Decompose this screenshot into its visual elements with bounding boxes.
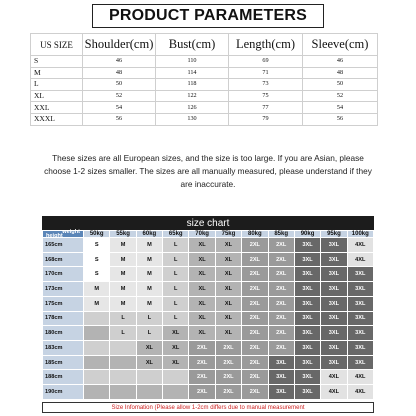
size-chart-row [43,341,374,356]
size-cell: L [163,282,189,297]
size-cell: 2XL [215,341,241,356]
params-size-cell: XXL [31,102,83,114]
size-cell: XL [136,355,162,370]
params-value-cell: 56 [83,113,156,125]
size-cell: 3XL [294,311,320,326]
params-value-cell: 52 [303,90,378,102]
size-cell: 2XL [189,341,215,356]
params-size-cell: XL [31,90,83,102]
size-cell: 2XL [242,252,268,267]
size-cell: XL [215,326,241,341]
size-cell: XL [189,296,215,311]
height-cell: 165cm [43,238,84,253]
size-cell: 3XL [347,267,373,282]
size-cell: 3XL [347,355,373,370]
params-value-cell: 46 [83,56,156,68]
size-chart-title: size chart [42,216,374,230]
size-chart-row [43,326,374,341]
size-cell: S [84,267,110,282]
size-cell: 2XL [242,238,268,253]
size-cell: 2XL [215,355,241,370]
params-value-cell: 56 [303,113,378,125]
params-header-cell: Length(cm) [229,34,303,56]
size-cell: 3XL [294,296,320,311]
size-cell: L [163,311,189,326]
size-cell: XL [189,282,215,297]
size-cell: 2XL [215,385,241,400]
size-cell [110,370,136,385]
size-cell [84,326,110,341]
size-cell: M [136,238,162,253]
params-value-cell: 114 [156,67,229,79]
size-cell [110,341,136,356]
size-cell: 3XL [347,282,373,297]
size-cell: S [84,252,110,267]
page-title: PRODUCT PARAMETERS [92,4,324,28]
params-value-cell: 126 [156,102,229,114]
corner-weight-label: weight [62,229,80,235]
size-cell: L [136,326,162,341]
size-cell [110,385,136,400]
size-cell: 4XL [321,385,347,400]
size-cell: 2XL [242,341,268,356]
params-row [31,67,378,79]
height-cell: 168cm [43,252,84,267]
size-cell: M [110,252,136,267]
size-cell: 3XL [294,282,320,297]
params-header-cell: Shoulder(cm) [83,34,156,56]
params-row [31,79,378,91]
size-cell: 2XL [242,282,268,297]
size-cell: 3XL [321,341,347,356]
size-chart-row [43,385,374,400]
params-row [31,90,378,102]
params-value-cell: 52 [83,90,156,102]
size-cell: 3XL [294,238,320,253]
size-cell: 2XL [242,267,268,282]
size-cell: XL [215,238,241,253]
size-cell: 3XL [347,311,373,326]
params-value-cell: 54 [83,102,156,114]
weight-header-cell: 50kg [84,231,110,238]
params-value-cell: 54 [303,102,378,114]
size-cell: 3XL [347,341,373,356]
params-size-cell: S [31,56,83,68]
size-cell: XL [163,355,189,370]
size-cell: M [110,238,136,253]
size-chart-row [43,238,374,253]
params-value-cell: 130 [156,113,229,125]
size-cell: 3XL [347,326,373,341]
size-cell: XL [215,282,241,297]
size-cell: 3XL [321,252,347,267]
params-value-cell: 118 [156,79,229,91]
size-cell: 3XL [321,311,347,326]
size-cell: 3XL [268,370,294,385]
size-cell: 3XL [294,385,320,400]
height-cell: 173cm [43,282,84,297]
height-cell: 188cm [43,370,84,385]
size-cell: L [163,267,189,282]
size-cell: XL [215,311,241,326]
size-cell: M [110,282,136,297]
size-cell: 2XL [242,355,268,370]
params-header-cell: US SIZE [31,34,83,56]
height-cell: 178cm [43,311,84,326]
params-header-cell: Bust(cm) [156,34,229,56]
params-value-cell: 122 [156,90,229,102]
size-cell: 3XL [321,326,347,341]
size-cell: XL [163,326,189,341]
size-cell: 4XL [347,252,373,267]
size-cell: M [84,282,110,297]
params-value-cell: 71 [229,67,303,79]
size-cell: M [136,282,162,297]
params-value-cell: 73 [229,79,303,91]
size-cell: XL [163,341,189,356]
params-value-cell: 50 [303,79,378,91]
size-cell: 2XL [189,385,215,400]
params-value-cell: 110 [156,56,229,68]
size-cell: 4XL [321,370,347,385]
size-cell: M [136,296,162,311]
weight-header-cell: 80kg [242,231,268,238]
size-cell: 2XL [215,370,241,385]
params-size-cell: XXXL [31,113,83,125]
size-chart-weight-row [43,231,374,238]
size-chart-row [43,282,374,297]
params-header-row [31,34,378,56]
height-cell: 180cm [43,326,84,341]
size-cell: S [84,238,110,253]
size-cell [84,355,110,370]
size-cell: 2XL [268,296,294,311]
weight-header-cell: 95kg [321,231,347,238]
product-parameters-table [30,33,378,126]
size-cell: 2XL [268,341,294,356]
size-cell: 2XL [189,370,215,385]
size-chart-row [43,267,374,282]
size-cell: 4XL [347,238,373,253]
size-cell: XL [136,341,162,356]
params-value-cell: 48 [83,67,156,79]
size-cell: L [163,238,189,253]
size-note: These sizes are all European sizes, and the size is too large. If you are Asian, please choose 1-2 sizes smaller. The sizes are all manually measured, please understand if they are inaccurate. [44,153,372,189]
size-cell: M [110,296,136,311]
size-cell: 4XL [347,385,373,400]
size-cell: L [136,311,162,326]
size-cell: 2XL [268,252,294,267]
params-value-cell: 75 [229,90,303,102]
params-value-cell: 79 [229,113,303,125]
size-cell: 3XL [321,355,347,370]
height-cell: 185cm [43,355,84,370]
params-size-cell: L [31,79,83,91]
size-cell: 4XL [347,370,373,385]
size-cell [84,370,110,385]
size-cell: M [136,252,162,267]
params-value-cell: 46 [303,56,378,68]
size-cell [136,385,162,400]
weight-header-cell: 90kg [294,231,320,238]
weight-header-cell: 100kg [347,231,373,238]
size-cell: 2XL [242,296,268,311]
size-cell: 2XL [242,385,268,400]
size-cell: 2XL [242,326,268,341]
size-cell: 3XL [294,355,320,370]
size-cell: 3XL [294,252,320,267]
size-cell: 3XL [321,238,347,253]
params-value-cell: 48 [303,67,378,79]
height-cell: 190cm [43,385,84,400]
corner-height-label: height [46,233,63,239]
size-chart-row [43,355,374,370]
size-cell: XL [215,252,241,267]
size-cell: M [84,296,110,311]
size-cell: XL [215,296,241,311]
size-chart-row [43,252,374,267]
params-size-cell: M [31,67,83,79]
size-chart-row [43,311,374,326]
params-row [31,56,378,68]
params-row [31,113,378,125]
size-chart-row [43,296,374,311]
size-cell: 2XL [242,370,268,385]
size-chart-corner [43,231,84,238]
size-chart-footer: Size Infomation (Please allow 1-2cm differs due to manual measurement [42,402,374,413]
size-cell: 3XL [268,385,294,400]
size-cell: 2XL [268,267,294,282]
size-cell: 2XL [268,326,294,341]
size-cell: XL [215,267,241,282]
size-cell: M [136,267,162,282]
size-cell: 2XL [189,355,215,370]
weight-header-cell: 65kg [163,231,189,238]
size-chart-table [42,230,374,400]
size-cell [84,385,110,400]
size-chart-row [43,370,374,385]
size-cell [163,370,189,385]
size-cell: 3XL [347,296,373,311]
size-cell: 2XL [268,282,294,297]
params-value-cell: 77 [229,102,303,114]
weight-header-cell: 85kg [268,231,294,238]
size-cell: 3XL [294,326,320,341]
size-cell: XL [189,326,215,341]
size-cell: 2XL [268,238,294,253]
size-cell: 3XL [321,267,347,282]
height-cell: 170cm [43,267,84,282]
height-cell: 175cm [43,296,84,311]
size-cell: XL [189,238,215,253]
size-cell: M [110,267,136,282]
params-value-cell: 69 [229,56,303,68]
size-cell: 3XL [268,355,294,370]
size-cell: XL [189,267,215,282]
height-cell: 183cm [43,341,84,356]
size-cell: L [163,296,189,311]
size-cell: 3XL [321,296,347,311]
weight-header-cell: 75kg [215,231,241,238]
size-cell [110,355,136,370]
weight-header-cell: 60kg [136,231,162,238]
size-cell [84,311,110,326]
size-cell: L [163,252,189,267]
size-cell: 3XL [321,282,347,297]
size-cell: 2XL [268,311,294,326]
size-cell: L [110,326,136,341]
size-cell: 2XL [242,311,268,326]
size-cell: L [110,311,136,326]
size-cell: 3XL [294,370,320,385]
size-cell: XL [189,311,215,326]
params-value-cell: 50 [83,79,156,91]
weight-header-cell: 55kg [110,231,136,238]
size-cell: 3XL [294,267,320,282]
weight-header-cell: 70kg [189,231,215,238]
size-cell [84,341,110,356]
params-header-cell: Sleeve(cm) [303,34,378,56]
size-cell [163,385,189,400]
size-cell: 3XL [294,341,320,356]
size-cell [136,370,162,385]
params-row [31,102,378,114]
size-cell: XL [189,252,215,267]
